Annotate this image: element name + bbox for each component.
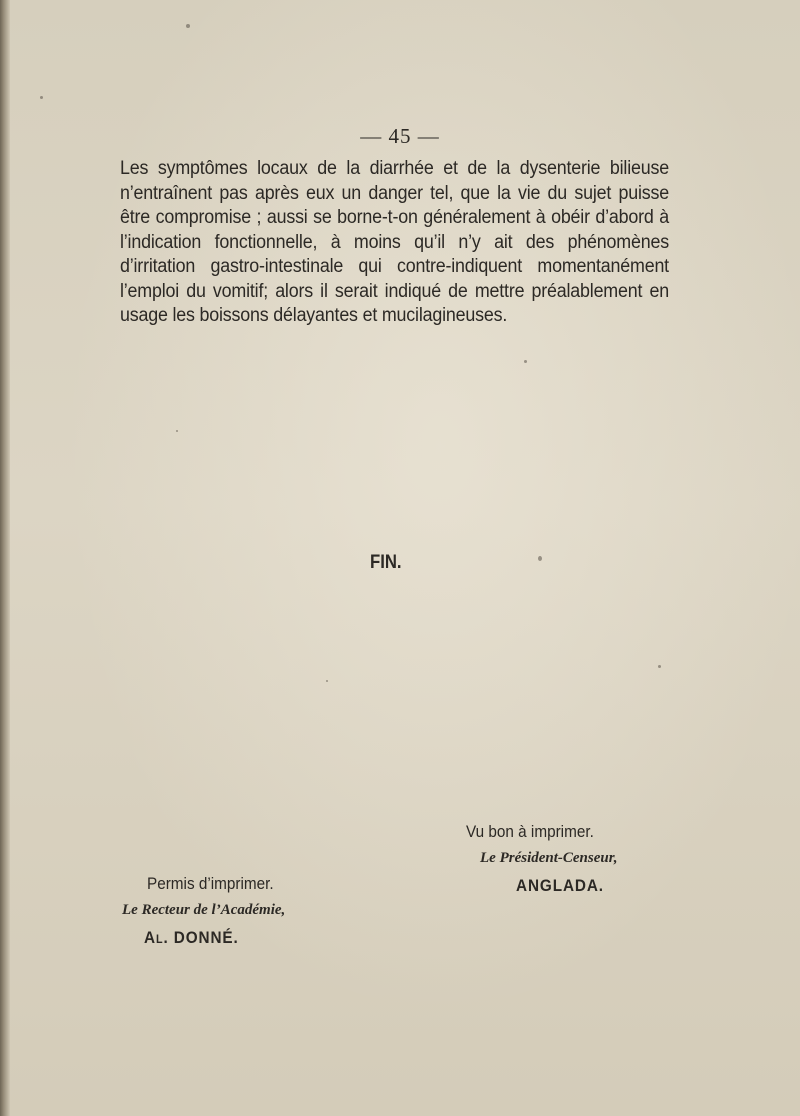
approval-title: Le Président-Censeur, [480,850,618,866]
page-number: — 45 — [360,124,440,148]
paper-speck [176,430,178,432]
paper-speck [186,24,190,28]
permission-statement: Permis d’imprimer. [147,874,274,893]
permission-title: Le Recteur de l’Académie, [122,902,286,918]
approval-block-censor [466,818,666,899]
body-paragraph: Les symptômes locaux de la diarrhée et de la dysenterie bilieuse n’entraînent pas après eux un danger tel, que la vie du sujet puisse être compromise ; aussi se borne-t-on généralement à obéir d’abord à l’indication fonctionnelle, à moins qu’il n’y ait des phénomènes d’irritation gastro-intestinale qui contre-indiquent momentanément l’emploi du vomitif; alors il serait indiqué de mettre préalablement en usage les boissons délayantes et mucilagineuses. [120,158,669,326]
approval-signatory: ANGLADA. [516,876,604,895]
permission-signatory: Al. DONNÉ. [144,928,239,947]
paper-speck [326,680,328,682]
page-binding-edge [0,0,10,1116]
approval-statement: Vu bon à imprimer. [466,822,594,841]
fin-label: FIN. [370,552,402,573]
paper-speck [524,360,527,363]
approval-block-rector [122,870,322,951]
paper-speck [40,96,43,99]
paper-speck [538,556,542,561]
paper-speck [658,665,661,668]
